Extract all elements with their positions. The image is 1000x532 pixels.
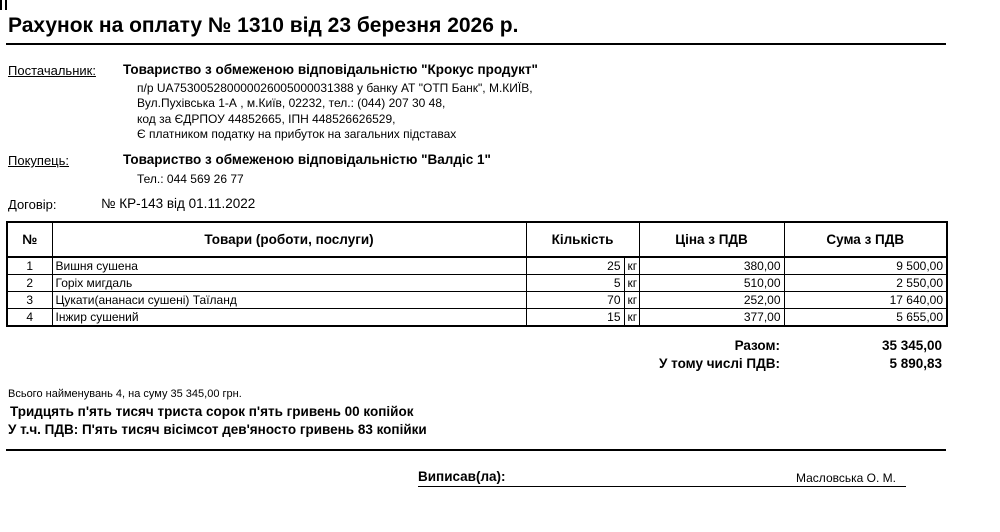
- supplier-label: Постачальник:: [8, 63, 96, 78]
- buyer-phone: Тел.: 044 569 26 77: [137, 172, 244, 186]
- signer-name: Масловська О. М.: [796, 471, 896, 485]
- vat-in-words: У т.ч. ПДВ: П'ять тисяч вісімсот дев'яносто гривень 83 копійки: [8, 422, 427, 437]
- header-sum: Сума з ПДВ: [784, 222, 947, 257]
- row-unit: кг: [624, 257, 639, 275]
- header-goods: Товари (роботи, послуги): [52, 222, 526, 257]
- supplier-detail-line: Вул.Пухівська 1-А , м.Київ, 02232, тел.: (044) 207 30 48,: [137, 96, 446, 111]
- table-row: [7, 309, 947, 327]
- signature-line: [418, 486, 906, 487]
- contract-label: Договір:: [8, 197, 57, 212]
- total-value: 35 345,00: [881, 338, 942, 353]
- header-no: №: [7, 222, 52, 257]
- row-sum: 9 500,00: [784, 257, 947, 275]
- corner-mark: [0, 0, 7, 10]
- supplier-detail-line: код за ЄДРПОУ 44852665, ІПН 448526626529,: [137, 111, 396, 126]
- row-name: Горіх мигдаль: [52, 275, 526, 292]
- items-table: [6, 221, 948, 327]
- row-qty: 70: [526, 292, 624, 309]
- supplier-detail-line: Є платником податку на прибуток на загальних підставах: [137, 126, 457, 141]
- issued-by-label: Виписав(ла):: [418, 469, 506, 484]
- items-count-line: Всього найменувань 4, на суму 35 345,00 грн.: [8, 388, 242, 400]
- row-unit: кг: [624, 275, 639, 292]
- row-unit: кг: [624, 309, 639, 327]
- contract-value: № КР-143 від 01.11.2022: [101, 196, 256, 211]
- table-header-row: [7, 222, 947, 257]
- header-qty: Кількість: [526, 222, 639, 257]
- row-qty: 25: [526, 257, 624, 275]
- header-price: Ціна з ПДВ: [639, 222, 784, 257]
- row-sum: 5 655,00: [784, 309, 947, 327]
- row-no: 2: [7, 275, 52, 292]
- supplier-name: Товариство з обмеженою відповідальністю "Крокус продукт": [123, 62, 538, 77]
- invoice-title: Рахунок на оплату № 1310 від 23 березня 2026 р.: [8, 14, 519, 37]
- row-price: 252,00: [639, 292, 784, 309]
- vat-label: У тому числі ПДВ:: [658, 356, 780, 371]
- row-no: 1: [7, 257, 52, 275]
- row-price: 510,00: [639, 275, 784, 292]
- row-unit: кг: [624, 292, 639, 309]
- title-divider: [6, 43, 946, 45]
- supplier-detail-line: п/р UA753005280000026005000031388 у банку АТ "ОТП Банк", М.КИЇВ,: [137, 81, 533, 95]
- buyer-name: Товариство з обмеженою відповідальністю "Валдіс 1": [123, 152, 491, 167]
- total-label: Разом:: [734, 338, 780, 353]
- vat-value: 5 890,83: [889, 356, 942, 371]
- buyer-label: Покупець:: [8, 153, 70, 168]
- table-row: [7, 275, 947, 292]
- table-row: [7, 292, 947, 309]
- supplier-details: [137, 81, 533, 142]
- row-sum: 17 640,00: [784, 292, 947, 309]
- row-no: 3: [7, 292, 52, 309]
- row-name: Цукати(ананаси сушені) Таїланд: [52, 292, 526, 309]
- row-no: 4: [7, 309, 52, 327]
- row-name: Вишня сушена: [52, 257, 526, 275]
- row-sum: 2 550,00: [784, 275, 947, 292]
- row-qty: 5: [526, 275, 624, 292]
- amount-in-words: Тридцять п'ять тисяч триста сорок п'ять гривень 00 копійок: [10, 404, 414, 419]
- row-qty: 15: [526, 309, 624, 327]
- row-price: 380,00: [639, 257, 784, 275]
- table-row: [7, 257, 947, 275]
- row-name: Інжир сушений: [52, 309, 526, 327]
- footer-divider: [6, 449, 946, 451]
- row-price: 377,00: [639, 309, 784, 327]
